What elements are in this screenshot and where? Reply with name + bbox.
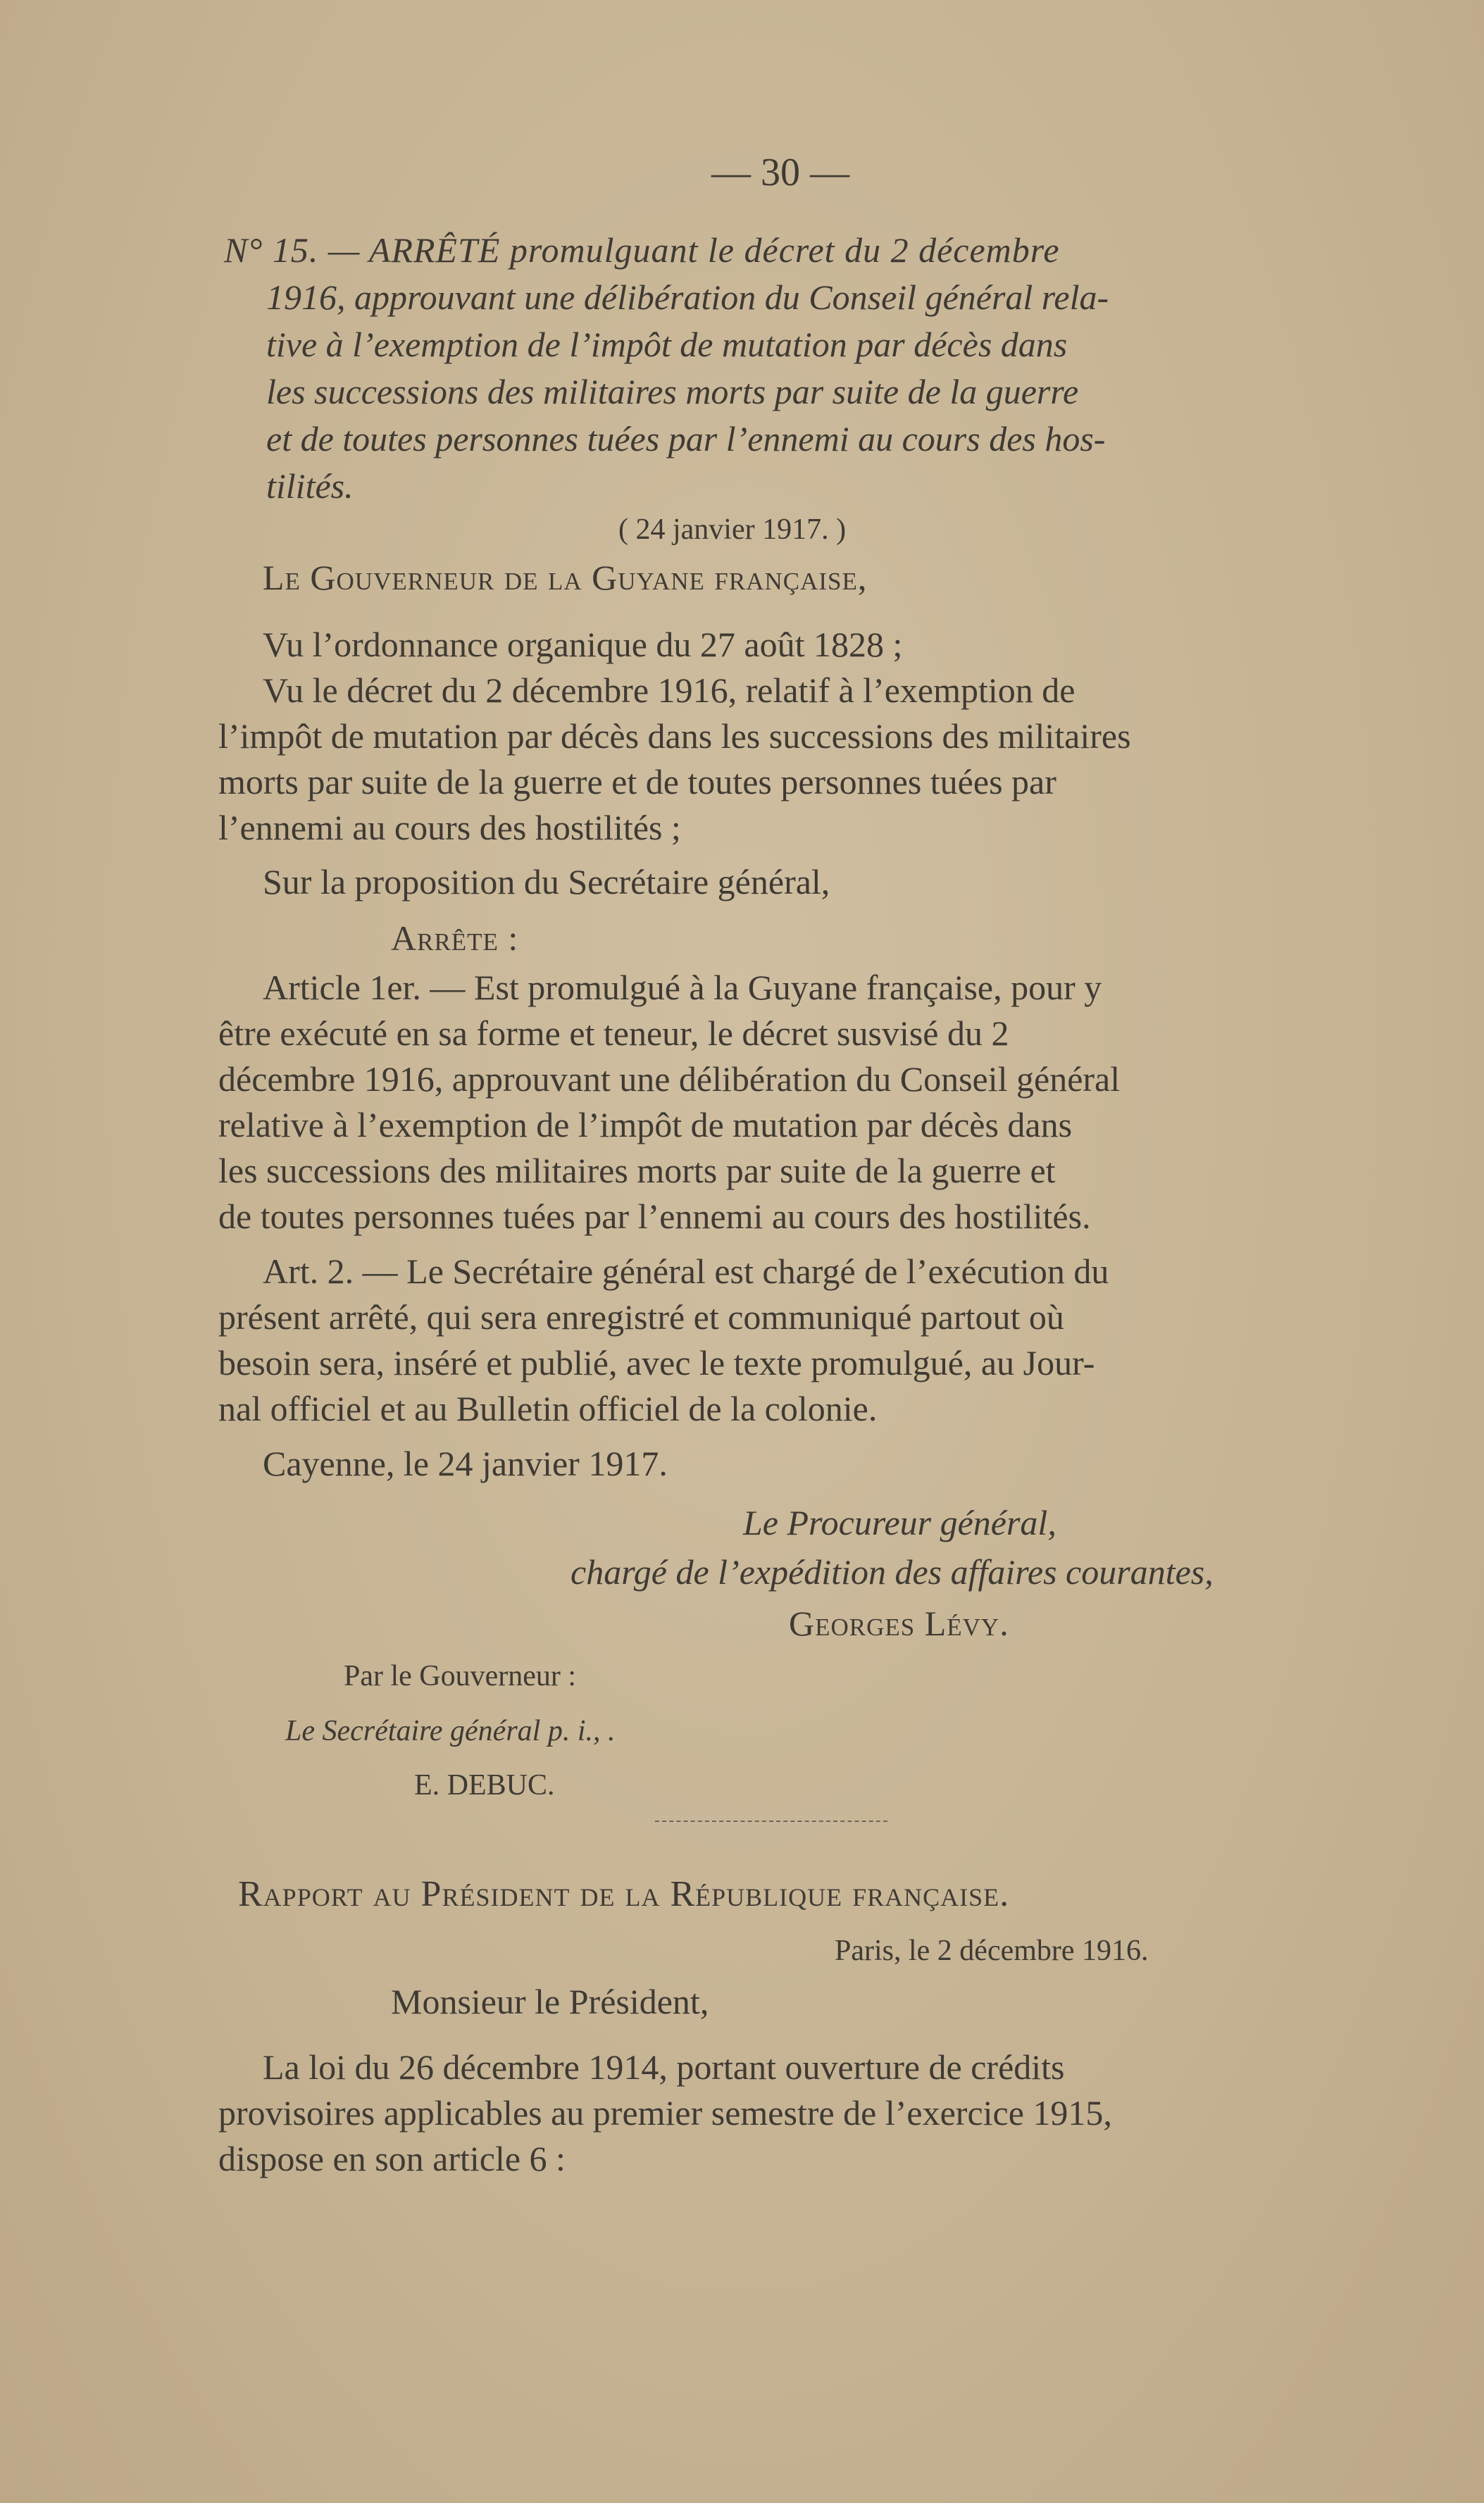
article-2-line: présent arrêté, qui sera enregistré et communiqué partout où: [218, 1297, 1064, 1337]
visa-decret-line: Vu le décret du 2 décembre 1916, relatif à l’exemption de: [263, 670, 1075, 710]
arrete-title-line: tilités.: [266, 466, 354, 506]
article-1-line: relative à l’exemption de l’impôt de mutation par décès dans: [218, 1105, 1073, 1144]
rapport-body-line: La loi du 26 décembre 1914, portant ouverture de crédits: [263, 2047, 1065, 2087]
visa-decret-line: morts par suite de la guerre et de toutes personnes tuées par: [218, 762, 1056, 801]
article-1-line: de toutes personnes tuées par l’ennemi au cours des hostilités.: [218, 1197, 1091, 1236]
visa-decret-line: l’impôt de mutation par décès dans les successions des militaires: [218, 716, 1131, 756]
arrete-title-line: 1916, approuvant une délibération du Conseil général rela-: [266, 277, 1109, 317]
rapport-body-line: dispose en son article 6 :: [218, 2139, 566, 2178]
page-number: — 30 —: [711, 151, 849, 194]
place-date: Cayenne, le 24 janvier 1917.: [263, 1444, 668, 1483]
signatory-name: Georges Lévy.: [789, 1604, 1009, 1643]
par-le-gouverneur: Par le Gouverneur :: [344, 1660, 577, 1692]
signatory-title: Le Procureur général,: [743, 1503, 1056, 1542]
article-2-line: Art. 2. — Le Secrétaire général est chargé de l’exécution du: [263, 1252, 1109, 1291]
rapport-heading: Rapport au Président de la République française.: [238, 1874, 1010, 1914]
arrete-title-line: les successions des militaires morts par suite de la guerre: [266, 372, 1079, 411]
article-1-line: les successions des militaires morts par suite de la guerre et: [218, 1151, 1056, 1190]
article-1-line: Article 1er. — Est promulgué à la Guyane française, pour y: [263, 968, 1102, 1007]
signatory-role: chargé de l’expédition des affaires courantes,: [570, 1552, 1214, 1592]
proposition: Sur la proposition du Secrétaire général,: [263, 862, 830, 901]
visa-ordonnance: Vu l’ordonnance organique du 27 août 1828 ;: [263, 625, 903, 664]
article-2-line: besoin sera, inséré et publié, avec le texte promulgué, au Jour-: [218, 1343, 1095, 1382]
article-1-line: décembre 1916, approuvant une délibération du Conseil général: [218, 1059, 1121, 1099]
section-divider: [655, 1821, 887, 1822]
rapport-salutation: Monsieur le Président,: [391, 1982, 709, 2021]
article-2-line: nal officiel et au Bulletin officiel de la colonie.: [218, 1389, 878, 1428]
arrete-date: ( 24 janvier 1917. ): [618, 513, 847, 546]
rapport-date: Paris, le 2 décembre 1916.: [835, 1935, 1149, 1967]
article-1-line: être exécuté en sa forme et teneur, le décret susvisé du 2: [218, 1013, 1009, 1053]
governor-heading: Le Gouverneur de la Guyane française,: [263, 558, 868, 597]
arrete-title-line: et de toutes personnes tuées par l’ennemi au cours des hos-: [266, 419, 1106, 458]
secretary-name: E. DEBUC.: [414, 1769, 555, 1802]
arrete-title-line: N° 15. — ARRÊTÉ promulguant le décret du 2 décembre: [224, 230, 1060, 270]
rapport-body-line: provisoires applicables au premier semestre de l’exercice 1915,: [218, 2093, 1112, 2133]
arrete-title-line: tive à l’exemption de l’impôt de mutation par décès dans: [266, 325, 1068, 364]
visa-decret-line: l’ennemi au cours des hostilités ;: [218, 808, 681, 847]
secretary-title: Le Secrétaire général p. i., .: [285, 1715, 616, 1747]
arrete-heading: Arrête :: [391, 918, 519, 958]
